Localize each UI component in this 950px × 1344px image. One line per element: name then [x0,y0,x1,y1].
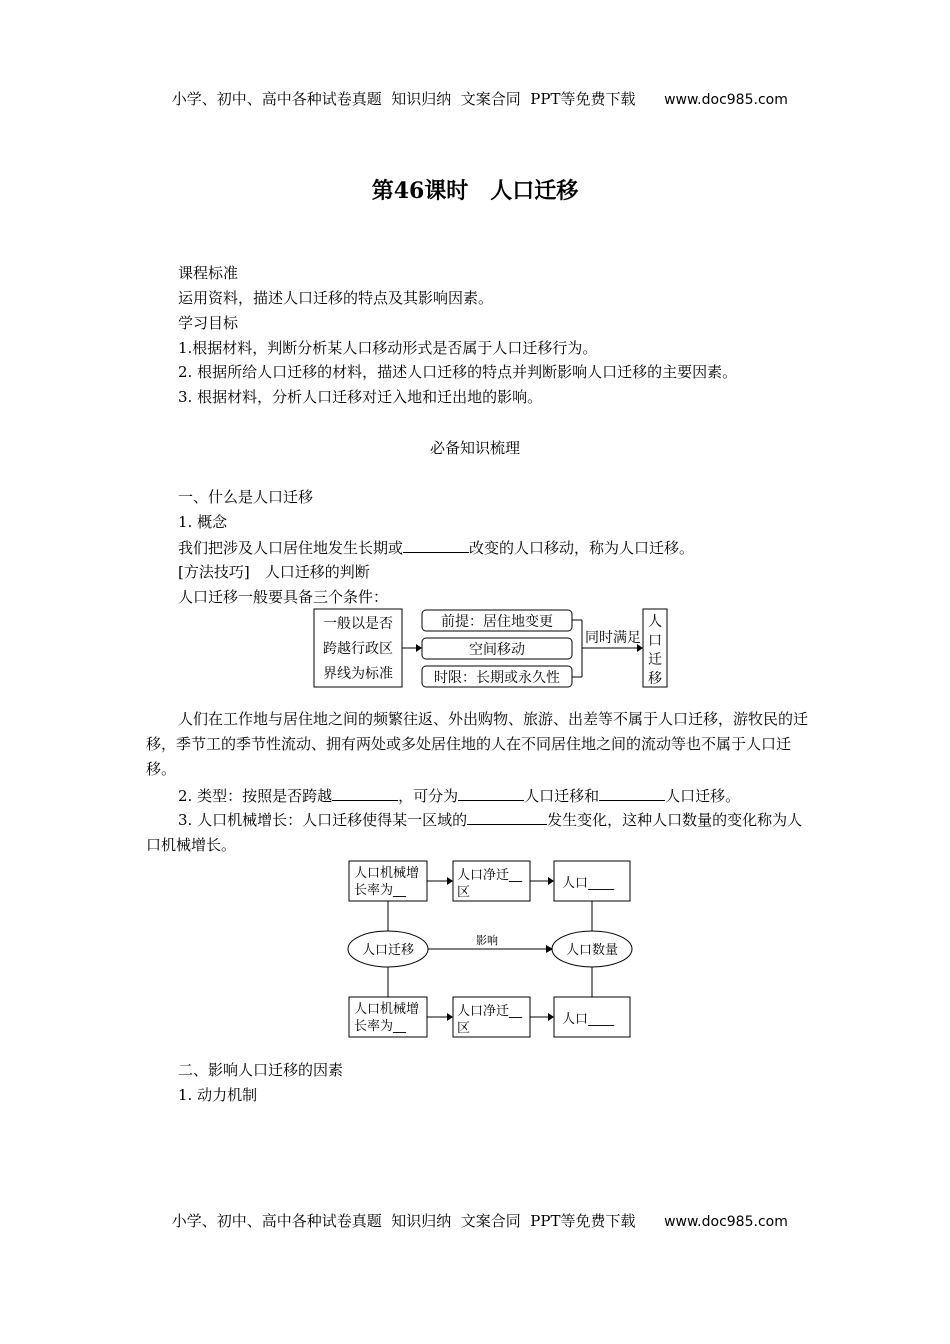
space-label: 空间移动 [469,642,525,658]
answer-blank[interactable] [332,785,398,801]
result-char: 人 [648,614,662,630]
result-char: 迁 [648,652,662,668]
course-standard-heading: 课程标准 [178,264,239,282]
part1-heading: 一、什么是人口迁移 [178,488,314,506]
goal-item: 1.根据材料，判断分析某人口移动形式是否属于人口迁移行为。 [178,339,598,357]
page-header [0,70,950,109]
concept-text-a: 我们把涉及人口居住地发生长期或 [178,539,404,557]
type-text-c: 人口迁移和 [524,787,600,805]
top-net-line: 人口净迁__ [457,868,523,883]
migration-label: 人口迁移 [361,943,415,958]
answer-blank[interactable] [467,809,547,825]
mechanical-growth-diagram [340,855,640,1040]
premise-label: 前提：居住地变更 [441,614,553,630]
type-line [178,785,740,806]
goal-item: 3. 根据材料，分析人口迁移对迁入地和迁出地的影响。 [178,388,543,406]
arrow-head [548,1013,554,1021]
type-text-a: 2. 类型：按照是否跨越 [178,787,333,805]
arrow-head [447,1013,453,1021]
course-standard-text: 运用资料，描述人口迁移的特点及其影响因素。 [178,289,494,307]
result-char: 口 [648,633,662,649]
top-rate-line: 人口机械增 [354,866,420,881]
goals-heading: 学习目标 [178,314,239,332]
bottom-net-line: 区 [457,1021,471,1036]
answer-blank[interactable] [403,537,469,553]
mechanical-growth-paragraph [146,808,810,858]
migration-conditions-diagram [300,605,680,691]
footer-text: 小学、初中、高中各种试卷真题 知识归纳 文案合同 PPT等免费下载 [171,1212,636,1230]
mech-text-b: 发生变化，这种人口数量的变化称为人口机械增长。 [146,811,803,854]
concept-text-b: 改变的人口移动，称为人口迁移。 [469,539,695,557]
arrow-head [447,877,453,885]
goal-item: 2. 根据所给人口迁移的材料，描述人口迁移的特点并判断影响人口迁移的主要因素。 [178,363,738,381]
bottom-net-line: 人口净迁__ [457,1004,523,1019]
page-footer [0,1192,950,1231]
criterion-line: 界线为标准 [323,666,393,682]
answer-blank[interactable] [458,785,524,801]
mech-text-a: 3. 人口机械增长：人口迁移使得某一区域的 [178,811,468,829]
conditions-intro: 人口迁移一般要具备三个条件： [178,588,389,606]
satisfy-label: 同时满足 [585,630,641,646]
criterion-line: 一般以是否 [323,616,393,632]
arrow-head [548,877,554,885]
top-pop-label: 人口____ [562,876,615,891]
concept-text [178,537,694,558]
criterion-line: 跨越行政区 [323,641,393,657]
bottom-rate-line: 人口机械增 [354,1002,420,1017]
result-char: 移 [648,671,662,687]
type-text-d: 人口迁移。 [665,787,741,805]
header-text: 小学、初中、高中各种试卷真题 知识归纳 文案合同 PPT等免费下载 [171,90,636,108]
header-site-link[interactable]: www.doc985.com [664,92,788,108]
footer-site-link[interactable]: www.doc985.com [664,1214,788,1230]
type-text-b: ，可分为 [398,787,459,805]
top-net-line: 区 [457,885,471,900]
part2-heading: 二、影响人口迁移的因素 [178,1061,344,1079]
section-heading-knowledge: 必备知识梳理 [429,439,520,457]
time-label: 时限：长期或永久性 [434,670,560,686]
method-tip: [方法技巧] 人口迁移的判断 [178,563,370,581]
quantity-label: 人口数量 [565,943,619,958]
arrow-head [416,644,422,652]
part2-sub1: 1. 动力机制 [178,1086,258,1104]
influence-label: 影响 [476,934,498,947]
non-migration-paragraph: 人们在工作地与居住地之间的频繁往返、外出购物、旅游、出差等不属于人口迁移，游牧民的迁移，季节工的季节性流动、拥有两处或多处居住地的人在不同居住地之间的流动等也不属于人口迁移。 [146,710,809,778]
top-rate-line: 长率为__ [354,883,407,898]
answer-blank[interactable] [599,785,665,801]
bottom-pop-label: 人口____ [562,1012,615,1027]
bottom-rate-line: 长率为__ [354,1019,407,1034]
page-title: 第46课时 人口迁移 [371,178,579,204]
concept-label: 1. 概念 [178,513,228,531]
